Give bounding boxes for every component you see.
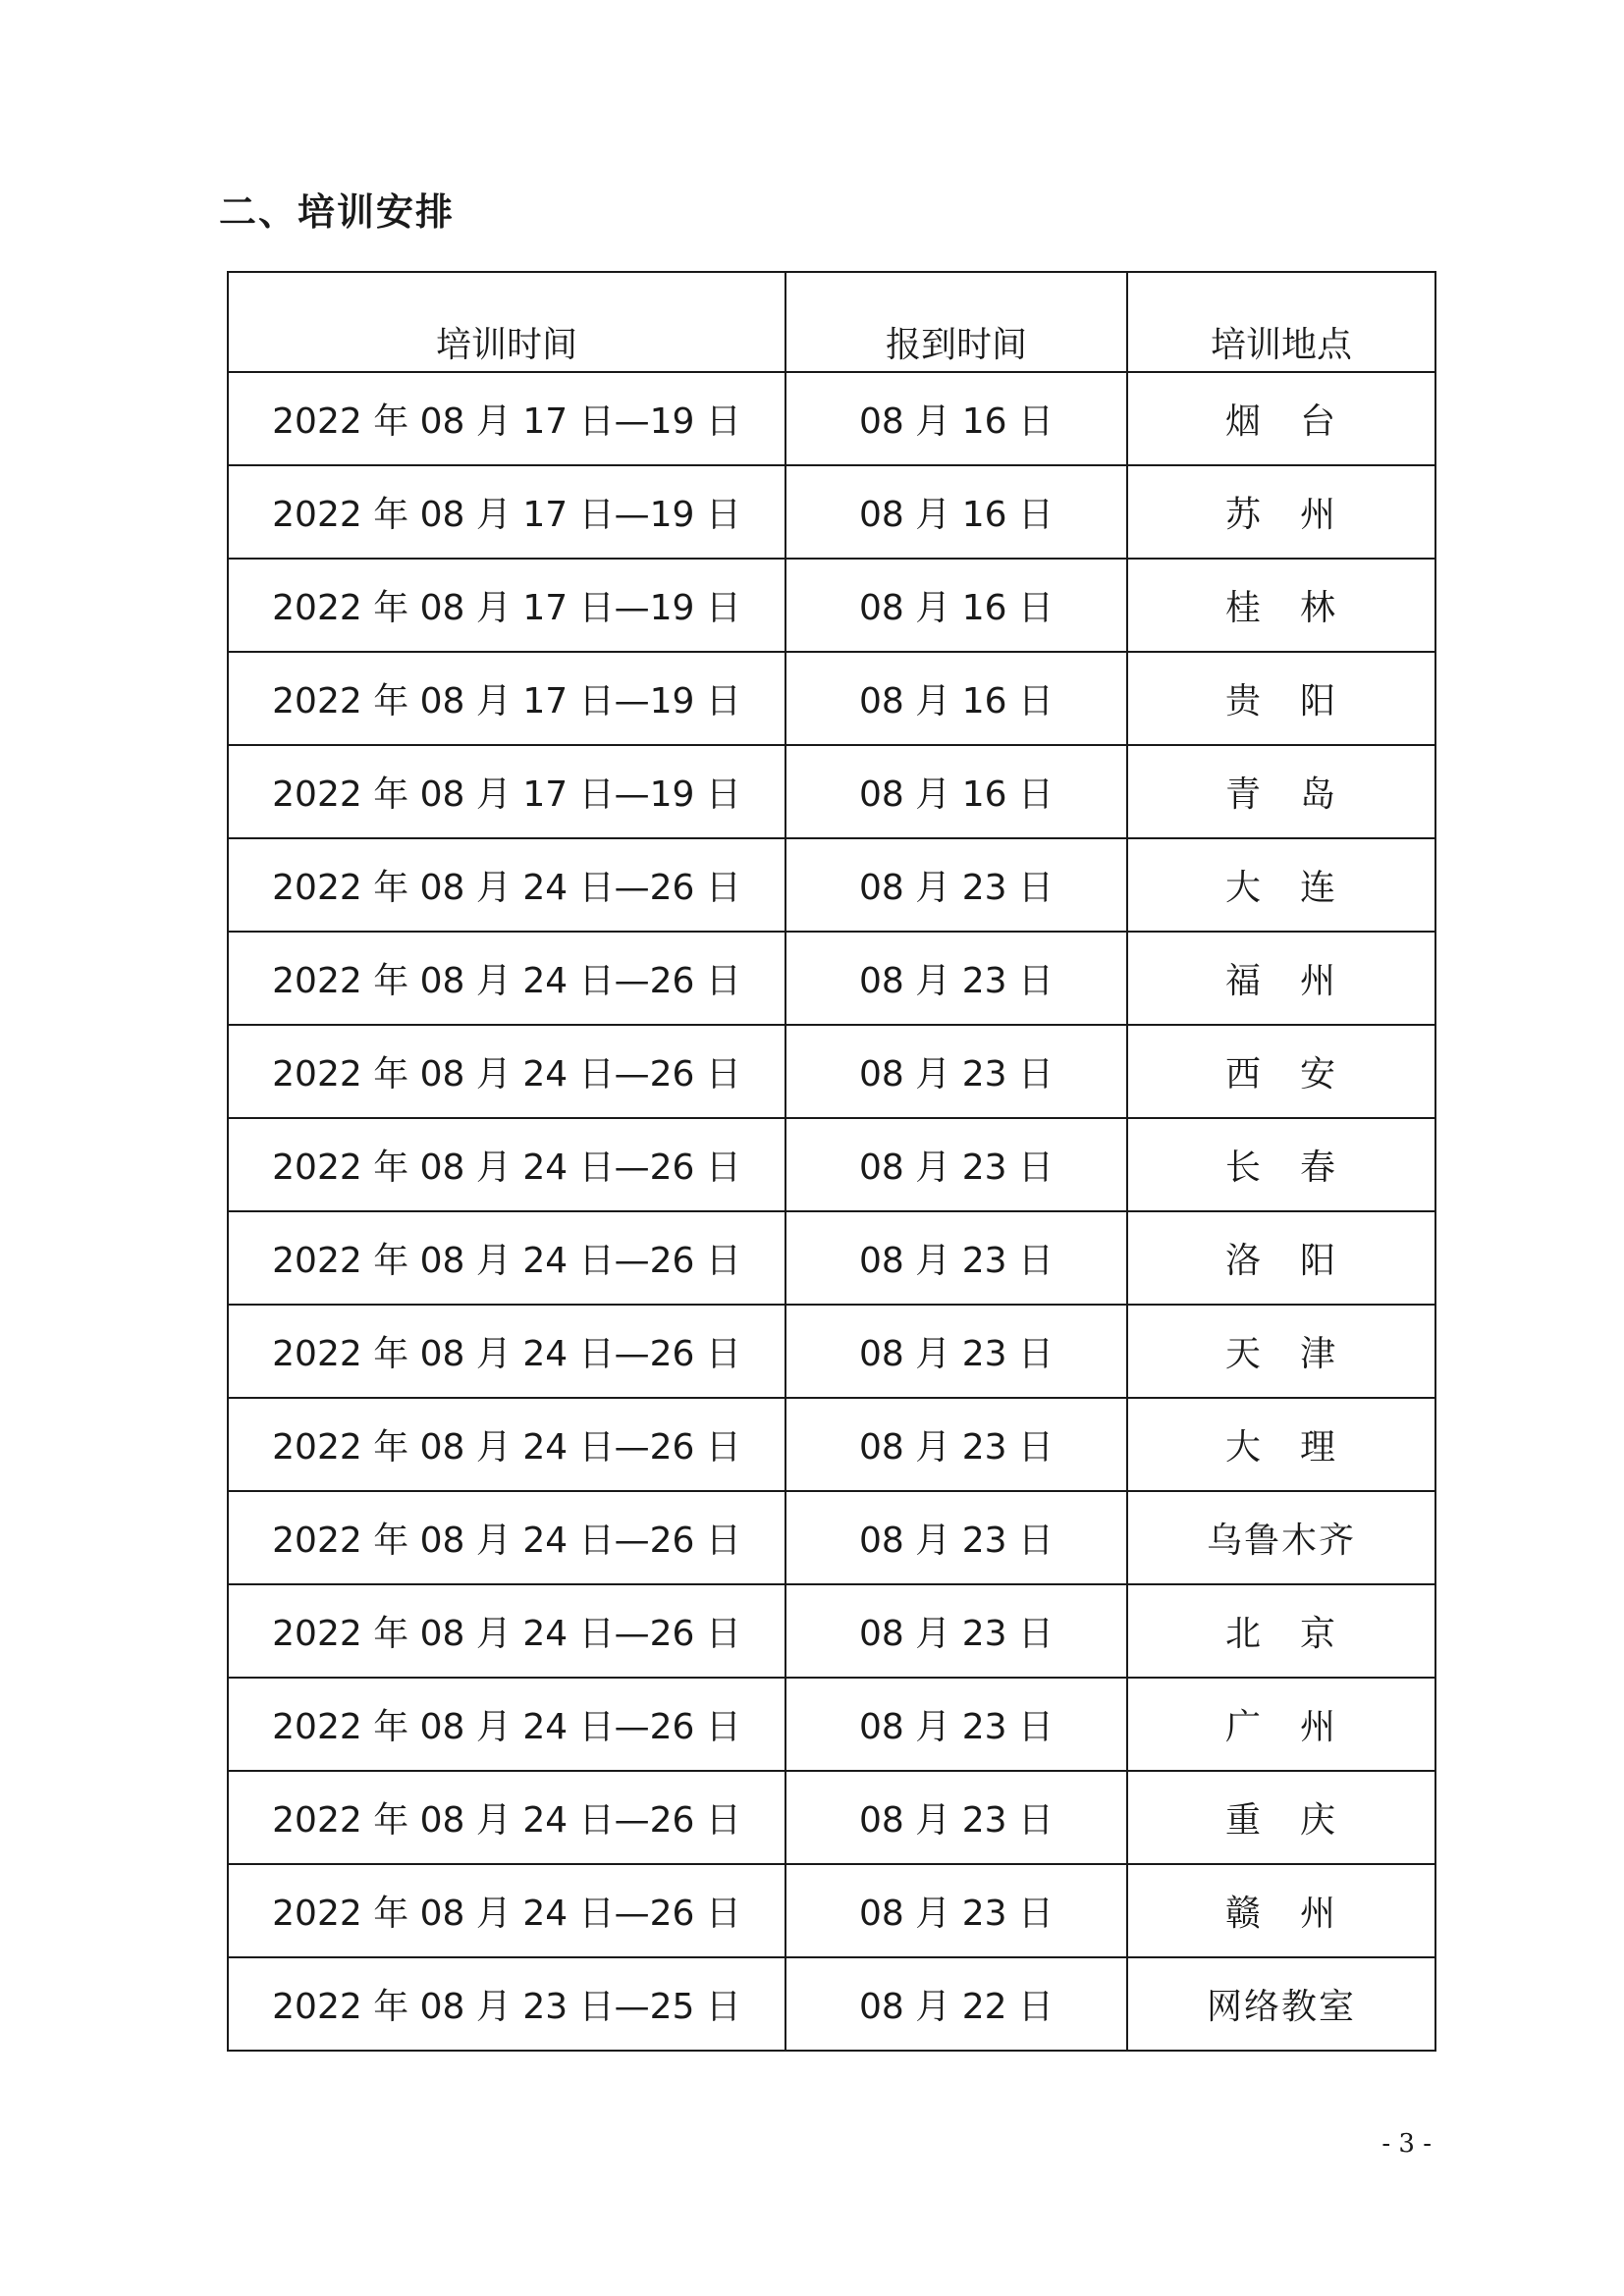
training-time-cell: 2022 年 08 月 24 日—26 日 — [228, 1491, 785, 1584]
training-schedule-table — [227, 271, 1436, 2052]
table-row — [228, 1678, 1435, 1771]
header-training-location: 培训地点 — [1127, 272, 1435, 372]
location-cell: 广 州 — [1127, 1678, 1435, 1771]
training-time-cell: 2022 年 08 月 24 日—26 日 — [228, 1305, 785, 1398]
location-cell: 大 连 — [1127, 838, 1435, 932]
training-time-cell: 2022 年 08 月 17 日—19 日 — [228, 465, 785, 559]
table-row — [228, 1398, 1435, 1491]
location-cell: 乌鲁木齐 — [1127, 1491, 1435, 1584]
location-cell: 苏 州 — [1127, 465, 1435, 559]
table-row — [228, 1864, 1435, 1957]
checkin-time-cell: 08 月 23 日 — [785, 838, 1127, 932]
location-cell: 福 州 — [1127, 932, 1435, 1025]
header-checkin-time: 报到时间 — [785, 272, 1127, 372]
checkin-time-cell: 08 月 16 日 — [785, 372, 1127, 465]
table-row — [228, 745, 1435, 838]
table-row — [228, 1584, 1435, 1678]
training-time-cell: 2022 年 08 月 24 日—26 日 — [228, 1118, 785, 1211]
table-row — [228, 1771, 1435, 1864]
training-time-cell: 2022 年 08 月 24 日—26 日 — [228, 1864, 785, 1957]
training-time-cell: 2022 年 08 月 24 日—26 日 — [228, 1025, 785, 1118]
table-row — [228, 1491, 1435, 1584]
location-cell: 北 京 — [1127, 1584, 1435, 1678]
training-time-cell: 2022 年 08 月 24 日—26 日 — [228, 1211, 785, 1305]
table-header-row — [228, 272, 1435, 372]
checkin-time-cell: 08 月 23 日 — [785, 1305, 1127, 1398]
table-row — [228, 1118, 1435, 1211]
checkin-time-cell: 08 月 23 日 — [785, 1025, 1127, 1118]
checkin-time-cell: 08 月 23 日 — [785, 1211, 1127, 1305]
checkin-time-cell: 08 月 23 日 — [785, 1491, 1127, 1584]
location-cell: 烟 台 — [1127, 372, 1435, 465]
checkin-time-cell: 08 月 23 日 — [785, 1771, 1127, 1864]
checkin-time-cell: 08 月 23 日 — [785, 932, 1127, 1025]
table-row — [228, 372, 1435, 465]
training-time-cell: 2022 年 08 月 24 日—26 日 — [228, 932, 785, 1025]
location-cell: 赣 州 — [1127, 1864, 1435, 1957]
page-number: - 3 - — [1381, 2129, 1432, 2159]
checkin-time-cell: 08 月 16 日 — [785, 559, 1127, 652]
checkin-time-cell: 08 月 23 日 — [785, 1118, 1127, 1211]
location-cell: 大 理 — [1127, 1398, 1435, 1491]
training-time-cell: 2022 年 08 月 17 日—19 日 — [228, 745, 785, 838]
training-time-cell: 2022 年 08 月 24 日—26 日 — [228, 1771, 785, 1864]
table-row — [228, 465, 1435, 559]
table-row — [228, 838, 1435, 932]
location-cell: 重 庆 — [1127, 1771, 1435, 1864]
table-row — [228, 652, 1435, 745]
checkin-time-cell: 08 月 16 日 — [785, 745, 1127, 838]
table-row — [228, 1211, 1435, 1305]
table-row — [228, 1025, 1435, 1118]
location-cell: 桂 林 — [1127, 559, 1435, 652]
section-heading: 二、培训安排 — [219, 190, 456, 234]
checkin-time-cell: 08 月 16 日 — [785, 465, 1127, 559]
training-time-cell: 2022 年 08 月 24 日—26 日 — [228, 1398, 785, 1491]
checkin-time-cell: 08 月 16 日 — [785, 652, 1127, 745]
training-time-cell: 2022 年 08 月 17 日—19 日 — [228, 652, 785, 745]
header-training-time: 培训时间 — [228, 272, 785, 372]
location-cell: 贵 阳 — [1127, 652, 1435, 745]
training-time-cell: 2022 年 08 月 23 日—25 日 — [228, 1957, 785, 2051]
training-time-cell: 2022 年 08 月 24 日—26 日 — [228, 1678, 785, 1771]
checkin-time-cell: 08 月 23 日 — [785, 1398, 1127, 1491]
table-row — [228, 932, 1435, 1025]
location-cell: 网络教室 — [1127, 1957, 1435, 2051]
location-cell: 天 津 — [1127, 1305, 1435, 1398]
checkin-time-cell: 08 月 22 日 — [785, 1957, 1127, 2051]
checkin-time-cell: 08 月 23 日 — [785, 1584, 1127, 1678]
table-row — [228, 1957, 1435, 2051]
training-time-cell: 2022 年 08 月 24 日—26 日 — [228, 838, 785, 932]
location-cell: 西 安 — [1127, 1025, 1435, 1118]
table-row — [228, 1305, 1435, 1398]
location-cell: 长 春 — [1127, 1118, 1435, 1211]
training-time-cell: 2022 年 08 月 24 日—26 日 — [228, 1584, 785, 1678]
checkin-time-cell: 08 月 23 日 — [785, 1864, 1127, 1957]
training-time-cell: 2022 年 08 月 17 日—19 日 — [228, 372, 785, 465]
location-cell: 洛 阳 — [1127, 1211, 1435, 1305]
training-time-cell: 2022 年 08 月 17 日—19 日 — [228, 559, 785, 652]
location-cell: 青 岛 — [1127, 745, 1435, 838]
table-row — [228, 559, 1435, 652]
checkin-time-cell: 08 月 23 日 — [785, 1678, 1127, 1771]
